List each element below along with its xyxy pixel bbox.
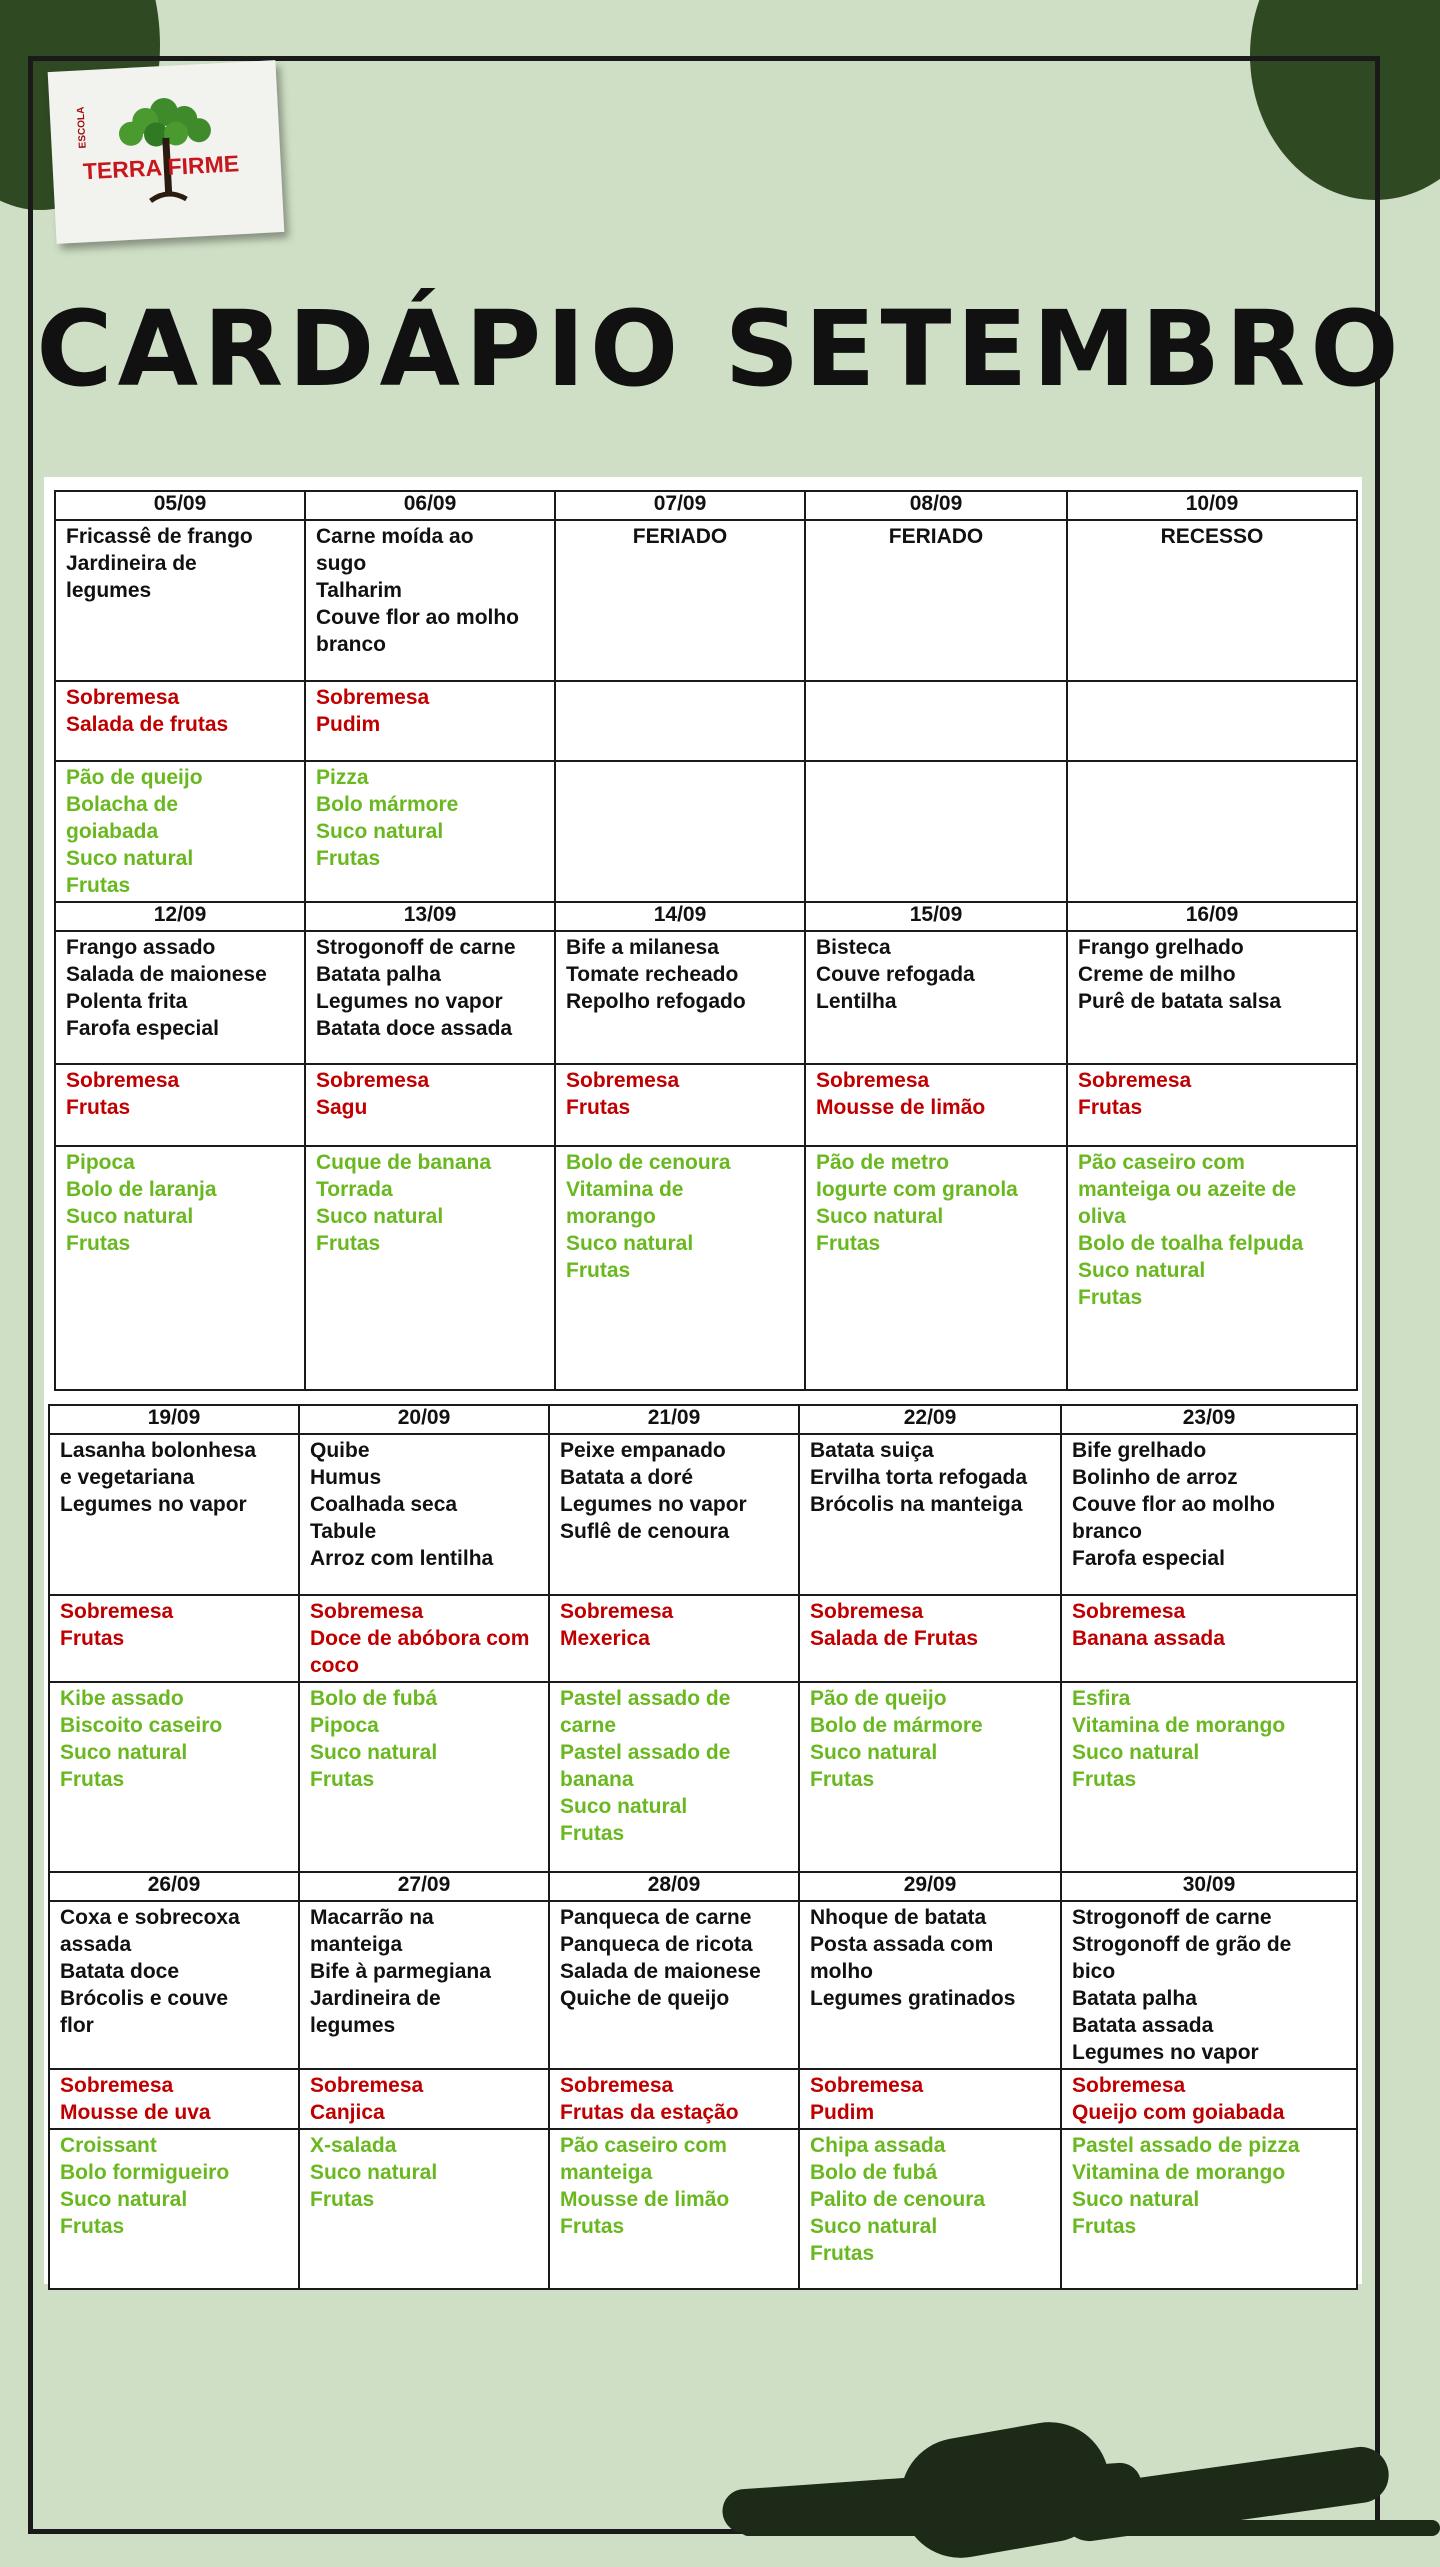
lunch-item: Bife à parmegiana: [310, 1960, 491, 1983]
lunch-item: Arroz com lentilha: [310, 1547, 494, 1570]
lunch-item: Panqueca de carne: [560, 1906, 752, 1929]
tree-icon: [48, 60, 285, 244]
day-snack: [799, 2129, 1061, 2289]
day-snack: [305, 761, 555, 902]
page-title: CARDÁPIO SETEMBRO: [36, 288, 1404, 410]
lunch-item: Couve flor ao molho: [316, 606, 520, 629]
lunch-item: Tabule: [310, 1520, 377, 1543]
day-snack: [299, 1682, 549, 1872]
dessert-label: Sobremesa: [310, 1600, 424, 1623]
day-date: 10/09: [1067, 491, 1357, 520]
dessert-row: [49, 2069, 1357, 2129]
lunch-item: Salada de maionese: [66, 963, 267, 986]
snack-item: Suco natural: [66, 847, 194, 870]
lunch-item: Bife grelhado: [1072, 1439, 1207, 1462]
date-row: [55, 902, 1357, 931]
snack-item: Pipoca: [66, 1151, 135, 1174]
day-note: RECESSO: [1160, 525, 1264, 548]
dessert-label: Sobremesa: [66, 686, 180, 709]
day-snack: [555, 1146, 805, 1390]
dessert-label: Sobremesa: [66, 1069, 180, 1092]
logo-school-name: TERRA FIRME: [82, 150, 240, 185]
day-dessert: [55, 1064, 305, 1146]
snack-item: Frutas: [66, 1232, 131, 1255]
dessert-row: [55, 1064, 1357, 1146]
dessert-label: Sobremesa: [310, 2074, 424, 2097]
snack-item: Pipoca: [310, 1714, 379, 1737]
day-date: 26/09: [49, 1872, 299, 1901]
lunch-item: flor: [60, 2014, 94, 2037]
snack-item: Pastel assado de pizza: [1072, 2134, 1300, 2157]
day-snack: [549, 2129, 799, 2289]
snack-row: [55, 761, 1357, 902]
day-dessert: [555, 1064, 805, 1146]
lunch-item: legumes: [310, 2014, 396, 2037]
day-dessert: [1067, 1064, 1357, 1146]
day-lunch: [805, 931, 1067, 1064]
day-date: 13/09: [305, 902, 555, 931]
lunch-item: bico: [1072, 1960, 1116, 1983]
day-date: 21/09: [549, 1405, 799, 1434]
day-date: 20/09: [299, 1405, 549, 1434]
day-snack: [799, 1682, 1061, 1872]
snack-item: Pão caseiro com: [560, 2134, 727, 2157]
lunch-item: Lasanha bolonhesa: [60, 1439, 257, 1462]
snack-item: Frutas: [816, 1232, 881, 1255]
dessert-label: Sobremesa: [1072, 1600, 1186, 1623]
day-date: 14/09: [555, 902, 805, 931]
dessert-item: Frutas: [1078, 1096, 1143, 1119]
dessert-item: Salada de frutas: [66, 713, 229, 736]
day-lunch: [799, 1434, 1061, 1595]
day-snack: [49, 1682, 299, 1872]
dessert-item: Pudim: [810, 2101, 875, 2124]
lunch-item: Brócolis e couve: [60, 1987, 229, 2010]
day-dessert: [1061, 2069, 1357, 2129]
date-row: [49, 1872, 1357, 1901]
day-dessert: [305, 681, 555, 761]
dessert-label: Sobremesa: [810, 1600, 924, 1623]
school-logo: [48, 60, 285, 244]
day-lunch: [1067, 520, 1357, 681]
lunch-item: Jardineira de: [66, 552, 197, 575]
dessert-label: Sobremesa: [560, 1600, 674, 1623]
lunch-item: Brócolis na manteiga: [810, 1493, 1023, 1516]
snack-item: Pão de metro: [816, 1151, 950, 1174]
day-snack: [805, 761, 1067, 902]
dessert-row: [55, 681, 1357, 761]
day-snack: [49, 2129, 299, 2289]
day-lunch: [805, 520, 1067, 681]
snack-item: Frutas: [560, 2215, 625, 2238]
snack-row: [49, 1682, 1357, 1872]
lunch-item: Batata a doré: [560, 1466, 694, 1489]
lunch-item: Legumes gratinados: [810, 1987, 1016, 2010]
dessert-item: Frutas: [66, 1096, 131, 1119]
snack-item: manteiga ou azeite de: [1078, 1178, 1297, 1201]
snack-item: carne: [560, 1714, 617, 1737]
day-snack: [549, 1682, 799, 1872]
day-dessert: [799, 1595, 1061, 1682]
snack-item: Suco natural: [66, 1205, 194, 1228]
lunch-item: Batata assada: [1072, 2014, 1214, 2037]
snack-item: Chipa assada: [810, 2134, 946, 2157]
day-lunch: [1061, 1901, 1357, 2069]
lunch-row: [49, 1434, 1357, 1595]
dessert-row: [49, 1595, 1357, 1682]
snack-row: [49, 2129, 1357, 2289]
day-dessert: [49, 2069, 299, 2129]
day-date: 15/09: [805, 902, 1067, 931]
day-dessert: [549, 1595, 799, 1682]
day-lunch: [549, 1901, 799, 2069]
snack-item: manteiga: [560, 2161, 653, 2184]
snack-item: Frutas: [566, 1259, 631, 1282]
day-date: 29/09: [799, 1872, 1061, 1901]
lunch-item: Strogonoff de carne: [316, 936, 516, 959]
dessert-item: Queijo com goiabada: [1072, 2101, 1285, 2124]
dessert-label: Sobremesa: [1078, 1069, 1192, 1092]
day-date: 06/09: [305, 491, 555, 520]
lunch-item: Ervilha torta refogada: [810, 1466, 1028, 1489]
date-row: [49, 1405, 1357, 1434]
snack-item: Frutas: [66, 874, 131, 897]
lunch-item: assada: [60, 1933, 132, 1956]
day-date: 19/09: [49, 1405, 299, 1434]
day-date: 16/09: [1067, 902, 1357, 931]
lunch-item: Macarrão na: [310, 1906, 434, 1929]
snack-item: Iogurte com granola: [816, 1178, 1018, 1201]
lunch-item: Coxa e sobrecoxa: [60, 1906, 240, 1929]
lunch-item: Jardineira de: [310, 1987, 441, 2010]
lunch-item: branco: [316, 633, 387, 656]
snack-item: Frutas: [1072, 2215, 1137, 2238]
dessert-item: Mousse de uva: [60, 2101, 211, 2124]
snack-item: goiabada: [66, 820, 159, 843]
snack-item: Suco natural: [1078, 1259, 1206, 1282]
dessert-label: Sobremesa: [60, 1600, 174, 1623]
day-date: 30/09: [1061, 1872, 1357, 1901]
day-date: 22/09: [799, 1405, 1061, 1434]
day-snack: [55, 1146, 305, 1390]
snack-item: Frutas: [560, 1822, 625, 1845]
snack-item: Bolo de cenoura: [566, 1151, 731, 1174]
day-snack: [1061, 1682, 1357, 1872]
snack-item: Torrada: [316, 1178, 393, 1201]
lunch-item: Tomate recheado: [566, 963, 739, 986]
day-snack: [1067, 1146, 1357, 1390]
day-date: 07/09: [555, 491, 805, 520]
snack-item: Frutas: [810, 2242, 875, 2265]
lunch-item: Humus: [310, 1466, 382, 1489]
lunch-item: legumes: [66, 579, 152, 602]
day-snack: [1061, 2129, 1357, 2289]
lunch-row: [49, 1901, 1357, 2069]
snack-item: Bolo de fubá: [310, 1687, 438, 1710]
lunch-item: Salada de maionese: [560, 1960, 761, 1983]
lunch-item: branco: [1072, 1520, 1143, 1543]
snack-row: [55, 1146, 1357, 1390]
snack-item: Frutas: [1072, 1768, 1137, 1791]
lunch-item: Couve refogada: [816, 963, 975, 986]
day-lunch: [299, 1901, 549, 2069]
dessert-item: Doce de abóbora com coco: [310, 1627, 536, 1677]
snack-item: Pão de queijo: [66, 766, 203, 789]
snack-item: Bolo mármore: [316, 793, 459, 816]
snack-item: Frutas: [1078, 1286, 1143, 1309]
dessert-label: Sobremesa: [810, 2074, 924, 2097]
menu-table-top: [54, 490, 1358, 1391]
lunch-item: e vegetariana: [60, 1466, 195, 1489]
snack-item: oliva: [1078, 1205, 1126, 1228]
lunch-item: manteiga: [310, 1933, 403, 1956]
lunch-item: Suflê de cenoura: [560, 1520, 730, 1543]
lunch-item: Purê de batata salsa: [1078, 990, 1282, 1013]
day-note: FERIADO: [888, 525, 984, 548]
day-lunch: [49, 1901, 299, 2069]
dessert-label: Sobremesa: [816, 1069, 930, 1092]
snack-item: Frutas: [60, 1768, 125, 1791]
lunch-item: Strogonoff de grão de: [1072, 1933, 1292, 1956]
snack-item: Pão caseiro com: [1078, 1151, 1245, 1174]
snack-item: Vitamina de morango: [1072, 2161, 1286, 2184]
dessert-item: Frutas: [566, 1096, 631, 1119]
snack-item: Pastel assado de: [560, 1741, 731, 1764]
day-date: 27/09: [299, 1872, 549, 1901]
snack-item: Frutas: [810, 1768, 875, 1791]
day-lunch: [305, 520, 555, 681]
lunch-item: Coalhada seca: [310, 1493, 458, 1516]
day-lunch: [305, 931, 555, 1064]
snack-item: Bolo de mármore: [810, 1714, 983, 1737]
lunch-item: Panqueca de ricota: [560, 1933, 753, 1956]
lunch-item: Creme de milho: [1078, 963, 1236, 986]
snack-item: Frutas: [310, 1768, 375, 1791]
snack-item: Suco natural: [810, 1741, 938, 1764]
snack-item: Bolo de laranja: [66, 1178, 217, 1201]
day-dessert: [55, 681, 305, 761]
day-dessert: [549, 2069, 799, 2129]
lunch-item: Strogonoff de carne: [1072, 1906, 1272, 1929]
lunch-item: Frango assado: [66, 936, 216, 959]
lunch-item: molho: [810, 1960, 873, 1983]
lunch-item: Farofa especial: [1072, 1547, 1225, 1570]
lunch-item: Batata doce assada: [316, 1017, 513, 1040]
day-dessert: [1061, 1595, 1357, 1682]
lunch-item: Nhoque de batata: [810, 1906, 987, 1929]
lunch-row: [55, 931, 1357, 1064]
day-snack: [805, 1146, 1067, 1390]
day-snack: [55, 761, 305, 902]
snack-item: Frutas: [60, 2215, 125, 2238]
snack-item: Biscoito caseiro: [60, 1714, 223, 1737]
day-snack: [299, 2129, 549, 2289]
day-lunch: [299, 1434, 549, 1595]
snack-item: Suco natural: [1072, 2188, 1200, 2211]
lunch-item: Legumes no vapor: [1072, 2041, 1259, 2064]
snack-item: Frutas: [316, 1232, 381, 1255]
snack-item: Croissant: [60, 2134, 157, 2157]
snack-item: Suco natural: [810, 2215, 938, 2238]
lunch-item: Couve flor ao molho: [1072, 1493, 1276, 1516]
snack-item: Suco natural: [560, 1795, 688, 1818]
lunch-item: Batata palha: [316, 963, 441, 986]
day-dessert: [799, 2069, 1061, 2129]
day-lunch: [555, 931, 805, 1064]
lunch-item: Legumes no vapor: [316, 990, 503, 1013]
snack-item: Suco natural: [1072, 1741, 1200, 1764]
lunch-item: Bife a milanesa: [566, 936, 719, 959]
dessert-item: Mexerica: [560, 1627, 650, 1650]
snack-item: Kibe assado: [60, 1687, 184, 1710]
day-date: 28/09: [549, 1872, 799, 1901]
lunch-item: Farofa especial: [66, 1017, 219, 1040]
dessert-label: Sobremesa: [60, 2074, 174, 2097]
day-lunch: [55, 520, 305, 681]
day-dessert: [1067, 681, 1357, 761]
lunch-item: Frango grelhado: [1078, 936, 1244, 959]
lunch-item: Repolho refogado: [566, 990, 746, 1013]
day-dessert: [299, 2069, 549, 2129]
day-lunch: [49, 1434, 299, 1595]
day-note: FERIADO: [632, 525, 728, 548]
snack-item: Suco natural: [316, 820, 444, 843]
lunch-item: Bolinho de arroz: [1072, 1466, 1238, 1489]
day-date: 08/09: [805, 491, 1067, 520]
snack-item: Suco natural: [60, 1741, 188, 1764]
snack-item: X-salada: [310, 2134, 397, 2157]
snack-item: Vitamina de: [566, 1178, 684, 1201]
dessert-label: Sobremesa: [316, 1069, 430, 1092]
logo-school-label: ESCOLA: [75, 106, 89, 149]
dessert-label: Sobremesa: [566, 1069, 680, 1092]
day-date: 05/09: [55, 491, 305, 520]
day-snack: [555, 761, 805, 902]
snack-item: Frutas: [316, 847, 381, 870]
dessert-item: Banana assada: [1072, 1627, 1225, 1650]
dessert-item: Canjica: [310, 2101, 385, 2124]
day-date: 23/09: [1061, 1405, 1357, 1434]
snack-item: Frutas: [310, 2188, 375, 2211]
lunch-item: Polenta frita: [66, 990, 188, 1013]
snack-item: Suco natural: [310, 1741, 438, 1764]
date-row: [55, 491, 1357, 520]
lunch-item: Fricassê de frango: [66, 525, 253, 548]
day-lunch: [1067, 931, 1357, 1064]
lunch-item: Carne moída ao: [316, 525, 474, 548]
brush-stroke-4: [740, 2520, 1440, 2536]
snack-item: Bolacha de: [66, 793, 179, 816]
snack-item: Pão de queijo: [810, 1687, 947, 1710]
dessert-item: Pudim: [316, 713, 381, 736]
lunch-item: Lentilha: [816, 990, 897, 1013]
snack-item: Mousse de limão: [560, 2188, 730, 2211]
dessert-item: Sagu: [316, 1096, 368, 1119]
snack-item: Suco natural: [310, 2161, 438, 2184]
dessert-item: Frutas da estação: [560, 2101, 739, 2124]
day-lunch: [55, 931, 305, 1064]
day-lunch: [555, 520, 805, 681]
day-lunch: [1061, 1434, 1357, 1595]
lunch-item: Legumes no vapor: [560, 1493, 747, 1516]
lunch-item: Batata palha: [1072, 1987, 1197, 2010]
snack-item: Pastel assado de: [560, 1687, 731, 1710]
day-date: 12/09: [55, 902, 305, 931]
snack-item: Suco natural: [566, 1232, 694, 1255]
lunch-item: Posta assada com: [810, 1933, 994, 1956]
lunch-item: Talharim: [316, 579, 402, 602]
snack-item: Suco natural: [60, 2188, 188, 2211]
dessert-label: Sobremesa: [1072, 2074, 1186, 2097]
snack-item: Cuque de banana: [316, 1151, 492, 1174]
lunch-item: sugo: [316, 552, 367, 575]
lunch-item: Peixe empanado: [560, 1439, 726, 1462]
snack-item: banana: [560, 1768, 634, 1791]
day-dessert: [299, 1595, 549, 1682]
day-dessert: [805, 681, 1067, 761]
day-snack: [1067, 761, 1357, 902]
snack-item: Palito de cenoura: [810, 2188, 986, 2211]
lunch-item: Bisteca: [816, 936, 891, 959]
snack-item: Bolo de toalha felpuda: [1078, 1232, 1304, 1255]
day-dessert: [805, 1064, 1067, 1146]
dessert-label: Sobremesa: [560, 2074, 674, 2097]
lunch-item: Batata doce: [60, 1960, 180, 1983]
day-dessert: [49, 1595, 299, 1682]
snack-item: morango: [566, 1205, 656, 1228]
day-snack: [305, 1146, 555, 1390]
lunch-item: Legumes no vapor: [60, 1493, 247, 1516]
day-dessert: [555, 681, 805, 761]
dessert-label: Sobremesa: [316, 686, 430, 709]
day-lunch: [549, 1434, 799, 1595]
lunch-row: [55, 520, 1357, 681]
menu-table-bottom: [48, 1404, 1358, 2290]
lunch-item: Quiche de queijo: [560, 1987, 730, 2010]
lunch-item: Quibe: [310, 1439, 370, 1462]
snack-item: Pizza: [316, 766, 369, 789]
lunch-item: Batata suiça: [810, 1439, 934, 1462]
snack-item: Suco natural: [816, 1205, 944, 1228]
snack-item: Vitamina de morango: [1072, 1714, 1286, 1737]
snack-item: Bolo formigueiro: [60, 2161, 230, 2184]
snack-item: Bolo de fubá: [810, 2161, 938, 2184]
dessert-item: Salada de Frutas: [810, 1627, 979, 1650]
dessert-item: Frutas: [60, 1627, 125, 1650]
day-dessert: [305, 1064, 555, 1146]
dessert-item: Mousse de limão: [816, 1096, 986, 1119]
day-lunch: [799, 1901, 1061, 2069]
snack-item: Suco natural: [316, 1205, 444, 1228]
snack-item: Esfira: [1072, 1687, 1131, 1710]
